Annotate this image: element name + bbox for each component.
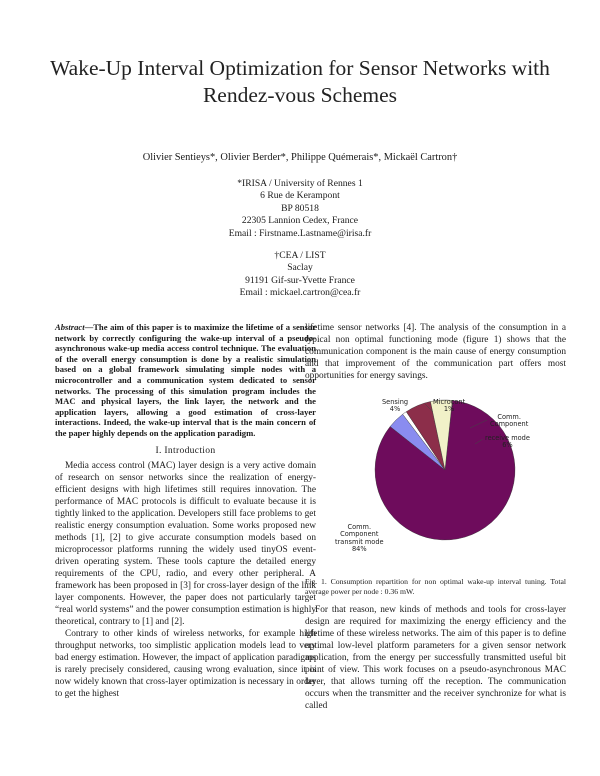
author-list: Olivier Sentieys*, Olivier Berder*, Philippe Quémerais*, Mickaël Cartron† [142, 152, 458, 163]
abstract-text: —The aim of this paper is to maximize the lifetime of a sensor network by correctly configuring the wake-up interval of a pseudo-asynchronous wake-up media access control technique. The evaluation of the overall energy consumption is done by a realistic simulation based on a global framework simulating simple nodes with a microcontroller and a communication system dedicated to sensor networks. The processing of this simulation program includes the MAC and physical layers, the link layer, the network and the application layers, allowing a good estimation of cross-layer interactions. Indeed, the wake-up interval that is the main concern of the paper highly depends on the application paradigm. [55, 322, 316, 438]
left-column [55, 322, 316, 701]
pie-label-receive-mode: receive mode 6% [485, 434, 530, 450]
right-column-top [305, 322, 566, 382]
right-paragraph-2: For that reason, new kinds of methods and tools for cross-layer design are required for maximizing the energy efficiency and the lifetime of these wireless networks. The aim of this paper is to define optimal low-level platform parameters for a given sensor network application, from the energy per successfully transmitted useful bit point of view. This work focuses on a pseudo-asynchronous MAC layer, that allows turning off the reception. The communication occurs when the transmitter and the receiver synchronize for what is called [305, 605, 566, 712]
affiliation-line: †CEA / LIST [274, 250, 326, 261]
affiliation-line: 22305 Lannion Cedex, France [241, 215, 359, 227]
affiliation-line: *IRISA / University of Rennes 1 [237, 178, 363, 189]
pie-label-transmit-mode: Comm. Component transmit mode 84% [335, 523, 384, 554]
pie-label-sensing: Sensing 4% [382, 398, 409, 414]
affiliation-line: 91191 Gif-sur-Yvette France [245, 274, 355, 286]
right-paragraph-1: lifetime sensor networks [4]. The analysis of the consumption in a typical non optimal functioning mode (figure 1) shows that the communication component is the main cause of energy consumption and that improvement of the communication part offers most opportunities for energy savings. [305, 323, 566, 382]
affiliation-line: 6 Rue de Kerampont [260, 190, 340, 202]
affiliation-email: Email : Firstname.Lastname@irisa.fr [228, 227, 372, 239]
affiliation-line: Saclay [287, 262, 313, 274]
affiliation-line: BP 80518 [281, 202, 319, 214]
right-column-bottom [305, 604, 566, 712]
section-heading: I. Introduction [155, 444, 216, 456]
affiliation-cea [130, 250, 470, 300]
abstract [55, 322, 316, 439]
abstract-label: Abstract [55, 322, 85, 332]
pie-label-microcontroller: Microcont 1% [433, 398, 466, 414]
paper-title: Wake-Up Interval Optimization for Sensor Networks with Rendez-vous Schemes [50, 56, 550, 107]
pie-label-comm-component: Comm. Component [490, 413, 529, 429]
affiliation-email: Email : mickael.cartron@cea.fr [239, 287, 361, 299]
pie-chart-figure [305, 382, 566, 572]
affiliation-irisa [130, 178, 470, 240]
intro-paragraph-2: Contrary to other kinds of wireless networks, for example high throughput networks, too simplistic application models lead to very bad energy estimation. However, the impact of application paradigms is rarely precisely considered, causing wrong evaluation, since it is now widely known that cross-layer optimization is necessary in order to get the highest [55, 629, 316, 700]
figure-caption: Fig. 1. Consumption repartition for non optimal wake-up interval tuning. Total average power per node : 0.36 mW. [305, 577, 566, 596]
intro-paragraph-1: Media access control (MAC) layer design is a very active domain of research on sensor networks since the realization of energy-efficient designs with high lifetimes still requires innovation. The performance of MAC protocols is difficult to evaluate because it is tightly linked to the application. Developers still face problems to get realistic energy consumption evaluation. Some works proposed new methods [1], [2] to give accurate consumption models based on microprocessor platforms running the widely used tinyOS event-driven operating system. These tools capture the detailed energy requirements of the CPU, radio, and every other peripheral. A framework has been proposed in [3] for cross-layer design of the link layer components. However, the paper does not particularly target “real world systems” and the power consumption estimation is highly theoretical, contrary to [1] and [2]. [55, 460, 316, 628]
